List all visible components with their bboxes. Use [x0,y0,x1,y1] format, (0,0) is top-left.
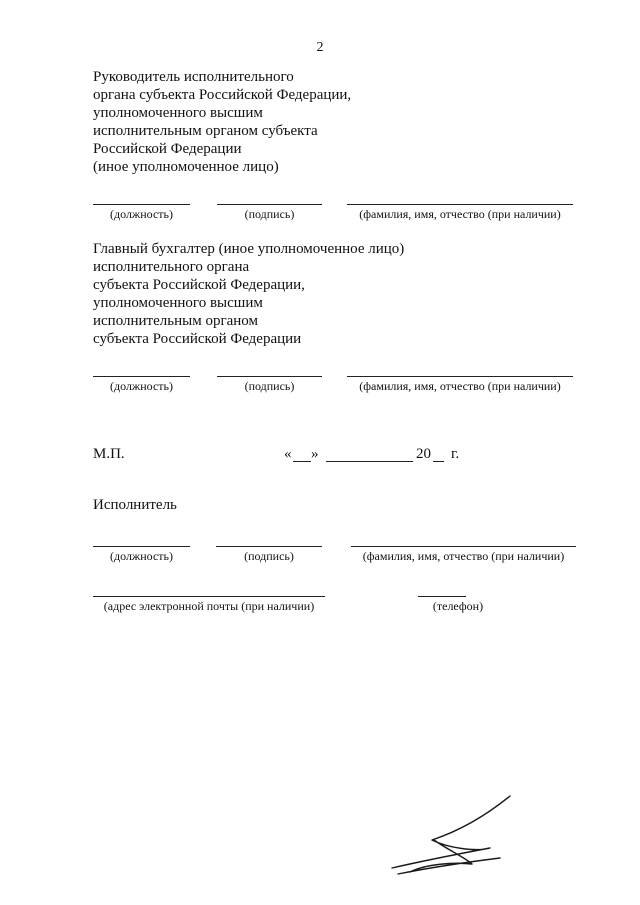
date-quote-open: « [284,446,292,462]
date-year-line [433,461,444,462]
head-title-line: Российской Федерации [93,141,242,157]
date-day-line [293,461,311,462]
accountant-position-line [93,376,190,377]
head-title-line: исполнительным органом субъекта [93,123,318,139]
accountant-title-line: субъекта Российской Федерации, [93,277,305,293]
signature-stroke [392,796,510,874]
head-name-line [347,204,573,205]
executor-position-line [93,546,190,547]
executor-name-caption: (фамилия, имя, отчество (при наличии) [362,549,565,563]
accountant-signature-caption: (подпись) [244,379,295,393]
head-title-block [93,68,351,176]
head-signature-line [217,204,322,205]
date-year-suffix: г. [451,446,460,462]
accountant-title-line: субъекта Российской Федерации [93,331,302,347]
head-signature-caption: (подпись) [244,207,295,221]
accountant-title-block [93,240,404,348]
executor-signature-line [216,546,322,547]
page-number: 2 [316,40,324,55]
executor-phone-caption: (телефон) [432,599,484,613]
head-title-line: (иное уполномоченное лицо) [93,159,279,175]
accountant-title-line: исполнительным органом [93,313,258,329]
accountant-title-line: Главный бухгалтер (иное уполномоченное лицо) [93,241,405,257]
date-year-prefix: 20 [416,446,431,462]
head-name-caption: (фамилия, имя, отчество (при наличии) [359,207,561,221]
executor-position-caption: (должность) [110,549,173,563]
accountant-title-line: исполнительного органа [93,259,250,275]
executor-email-caption: (адрес электронной почты (при наличии) [103,599,315,613]
signature-mark [388,792,518,882]
head-title-line: Руководитель исполнительного [93,69,294,85]
date-quote-close: » [311,446,319,462]
executor-signature-caption: (подпись) [244,549,294,563]
executor-name-line [351,546,576,547]
head-position-caption: (должность) [110,207,173,221]
executor-phone-line [418,596,466,597]
executor-email-line [93,596,325,597]
accountant-name-caption: (фамилия, имя, отчество (при наличии) [359,379,561,393]
executor-title: Исполнитель [93,497,177,513]
date-month-line [326,461,413,462]
accountant-signature-line [217,376,322,377]
accountant-position-caption: (должность) [110,379,173,393]
accountant-title-line: уполномоченного высшим [93,295,263,311]
head-position-line [93,204,190,205]
head-title-line: уполномоченного высшим [93,105,263,121]
head-title-line: органа субъекта Российской Федерации, [93,87,352,103]
stamp-label: М.П. [93,446,125,462]
accountant-name-line [347,376,573,377]
